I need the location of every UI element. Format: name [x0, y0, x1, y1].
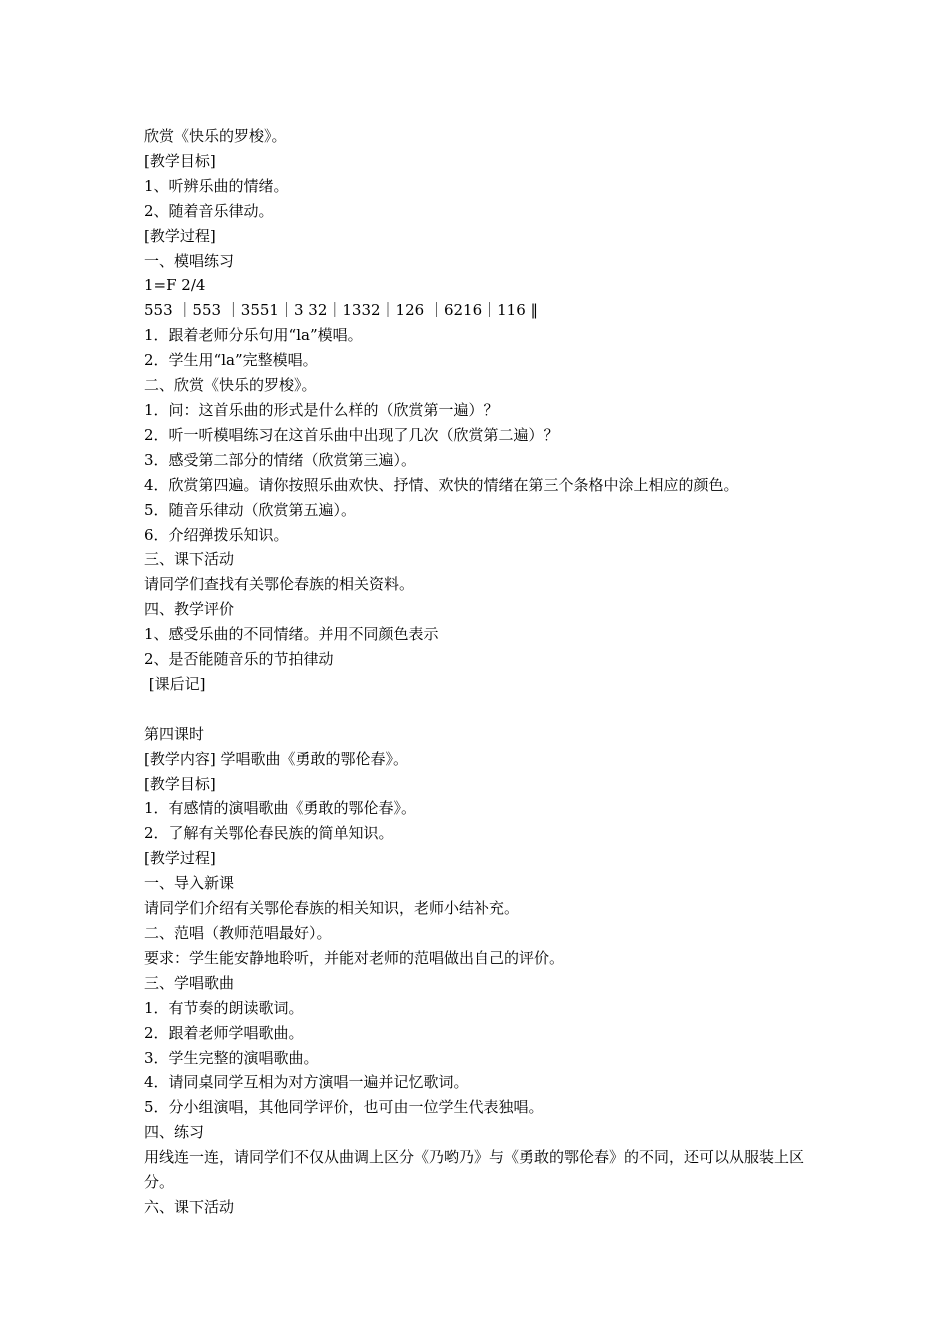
- text-line: 三、课下活动: [144, 550, 235, 569]
- text-line: 1．有节奏的朗读歌词。: [144, 998, 304, 1017]
- key-signature: 1=F 2/4: [144, 276, 206, 295]
- text-line: 4．欣赏第四遍。请你按照乐曲欢快、抒情、欢快的情绪在第三个条格中涂上相应的颜色。: [144, 475, 739, 494]
- text-line: 5．分小组演唱，其他同学评价，也可由一位学生代表独唱。: [144, 1098, 544, 1117]
- text-line: 一、导入新课: [144, 874, 235, 893]
- text-line: 1．问：这首乐曲的形式是什么样的（欣赏第一遍）？: [144, 400, 499, 419]
- text-line: 一、模唱练习: [144, 251, 235, 270]
- text-line: 二、欣赏《快乐的罗梭》。: [144, 376, 317, 395]
- lesson-4-section: [144, 722, 814, 1220]
- text-line: 四、练习: [144, 1123, 205, 1142]
- lesson-3-section: [144, 124, 814, 697]
- text-line: 2、是否能随音乐的节拍律动: [144, 650, 334, 669]
- text-line: [教学目标]: [144, 151, 216, 170]
- text-line: 欣赏《快乐的罗梭》。: [144, 127, 287, 145]
- text-line: [教学过程]: [144, 849, 216, 868]
- text-line: 三、学唱歌曲: [144, 973, 235, 992]
- text-line: 4．请同桌同学互相为对方演唱一遍并记忆歌词。: [144, 1073, 469, 1092]
- text-line: 二、范唱（教师范唱最好）。: [144, 923, 332, 942]
- text-line: 2、随着音乐律动。: [144, 201, 274, 220]
- text-line: 5．随音乐律动（欣赏第五遍）。: [144, 500, 357, 519]
- text-line: 1、感受乐曲的不同情绪。并用不同颜色表示: [144, 625, 439, 644]
- text-line: 1．跟着老师分乐句用“la”模唱。: [144, 326, 363, 345]
- document-page: [144, 124, 814, 1220]
- notation-line: 553 ｜553 ｜3551｜3 32｜1332｜126 ｜6216｜116 ‖: [144, 301, 539, 320]
- text-line: 3．学生完整的演唱歌曲。: [144, 1048, 319, 1067]
- practice-paragraph: 用线连一连，请同学们不仅从曲调上区分《乃哟乃》与《勇敢的鄂伦春》的不同，还可以从服装上区分。: [144, 1148, 805, 1192]
- text-line: [教学过程]: [144, 226, 216, 245]
- text-line: [课后记]: [144, 674, 206, 693]
- text-line: 2．了解有关鄂伦春民族的简单知识。: [144, 824, 394, 843]
- text-line: [教学目标]: [144, 774, 216, 793]
- text-line: 2．听一听模唱练习在这首乐曲中出现了几次（欣赏第二遍）？: [144, 425, 559, 444]
- text-line: 3．感受第二部分的情绪（欣赏第三遍）。: [144, 450, 417, 469]
- text-line: 四、教学评价: [144, 600, 235, 619]
- blank-line: [144, 697, 814, 722]
- text-line: 请同学们介绍有关鄂伦春族的相关知识，老师小结补充。: [144, 899, 520, 918]
- text-line: 2．跟着老师学唱歌曲。: [144, 1023, 304, 1042]
- text-line: 1、听辨乐曲的情绪。: [144, 176, 289, 195]
- text-line: [教学内容] 学唱歌曲《勇敢的鄂伦春》。: [144, 749, 408, 768]
- text-line: 要求：学生能安静地聆听，并能对老师的范唱做出自己的评价。: [144, 948, 565, 967]
- text-line: 六、课下活动: [144, 1197, 235, 1216]
- text-line: 2．学生用“la”完整模唱。: [144, 351, 318, 370]
- text-line: 请同学们查找有关鄂伦春族的相关资料。: [144, 575, 415, 594]
- text-line: 6．介绍弹拨乐知识。: [144, 525, 289, 544]
- lesson-title: 第四课时: [144, 724, 205, 743]
- text-line: 1．有感情的演唱歌曲《勇敢的鄂伦春》。: [144, 799, 417, 818]
